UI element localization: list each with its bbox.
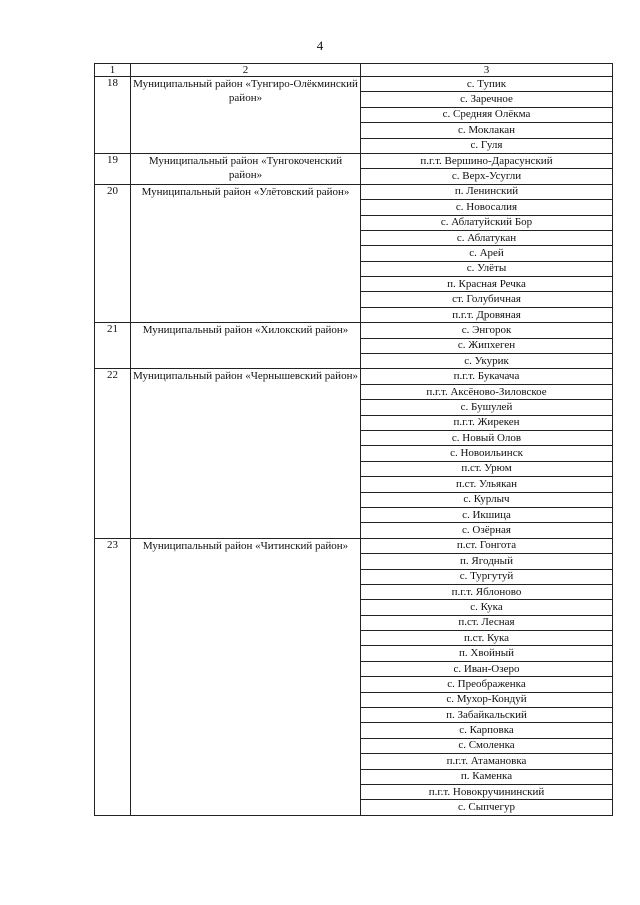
district-number: 21 (95, 323, 131, 369)
district-name: Муниципальный район «Тунгокоченский район» (131, 153, 361, 184)
district-name: Муниципальный район «Хилокский район» (131, 323, 361, 369)
settlement-name: с. Курлыч (361, 492, 613, 507)
settlement-name: с. Смоленка (361, 738, 613, 753)
settlement-name: п. Ленинский (361, 184, 613, 199)
settlement-name: п. Хвойный (361, 646, 613, 661)
settlement-name: с. Иван-Озеро (361, 661, 613, 676)
settlement-name: с. Энгорок (361, 323, 613, 338)
settlement-name: с. Жипхеген (361, 338, 613, 353)
settlement-name: п. Ягодный (361, 554, 613, 569)
table-row (95, 184, 613, 199)
settlement-name: с. Карповка (361, 723, 613, 738)
settlement-name: п.г.т. Аксёново-Зиловское (361, 384, 613, 399)
table-row (95, 153, 613, 168)
district-number: 18 (95, 77, 131, 154)
settlement-name: с. Верх-Усугли (361, 169, 613, 184)
settlement-name: ст. Голубичная (361, 292, 613, 307)
settlement-name: п.ст. Кука (361, 631, 613, 646)
settlement-name: п.г.т. Дровяная (361, 307, 613, 322)
settlement-name: с. Озёрная (361, 523, 613, 538)
table-row (95, 77, 613, 92)
page-number: 4 (316, 38, 324, 53)
settlement-name: п. Забайкальский (361, 708, 613, 723)
district-name: Муниципальный район «Тунгиро-Олёкминский район» (131, 77, 361, 154)
settlement-name: с. Гуля (361, 138, 613, 153)
settlement-name: п.г.т. Атамановка (361, 754, 613, 769)
settlement-name: п.г.т. Вершино-Дарасунский (361, 153, 613, 168)
settlement-name: с. Арей (361, 246, 613, 261)
settlement-name: с. Заречное (361, 92, 613, 107)
settlement-name: п.г.т. Жирекен (361, 415, 613, 430)
header-cell-3: 3 (361, 64, 613, 77)
settlement-name: п.ст. Лесная (361, 615, 613, 630)
table-row (95, 538, 613, 553)
settlement-name: п.ст. Ульякан (361, 477, 613, 492)
settlement-name: с. Аблатукан (361, 230, 613, 245)
district-number: 19 (95, 153, 131, 184)
header-cell-2: 2 (131, 64, 361, 77)
settlement-name: с. Новосалия (361, 200, 613, 215)
district-name: Муниципальный район «Читинский район» (131, 538, 361, 815)
district-name: Муниципальный район «Улётовский район» (131, 184, 361, 323)
district-number: 20 (95, 184, 131, 323)
settlement-name: п.г.т. Новокручининский (361, 784, 613, 799)
header-row (95, 64, 613, 77)
settlement-name: п. Красная Речка (361, 277, 613, 292)
settlement-name: с. Кука (361, 600, 613, 615)
settlement-name: с. Средняя Олёкма (361, 107, 613, 122)
district-number: 23 (95, 538, 131, 815)
settlement-name: с. Улёты (361, 261, 613, 276)
settlement-name: с. Сыпчегур (361, 800, 613, 815)
settlement-name: п.ст. Урюм (361, 461, 613, 476)
settlement-name: с. Мухор-Кондуй (361, 692, 613, 707)
settlement-name: с. Аблатуйский Бор (361, 215, 613, 230)
settlement-name: с. Тупик (361, 77, 613, 92)
settlement-name: с. Преображенка (361, 677, 613, 692)
settlement-name: п.ст. Гонгота (361, 538, 613, 553)
settlement-name: п. Каменка (361, 769, 613, 784)
header-cell-1: 1 (95, 64, 131, 77)
district-name: Муниципальный район «Чернышевский район» (131, 369, 361, 538)
settlement-name: с. Моклакан (361, 123, 613, 138)
settlement-name: с. Икшица (361, 507, 613, 522)
settlement-name: п.г.т. Яблоново (361, 584, 613, 599)
district-number: 22 (95, 369, 131, 538)
table-row (95, 323, 613, 338)
settlement-name: с. Бушулей (361, 400, 613, 415)
settlement-name: п.г.т. Букачача (361, 369, 613, 384)
table-row (95, 369, 613, 384)
settlement-name: с. Новый Олов (361, 430, 613, 445)
settlement-name: с. Укурик (361, 354, 613, 369)
settlement-name: с. Тургутуй (361, 569, 613, 584)
settlement-name: с. Новоильинск (361, 446, 613, 461)
settlements-table (94, 63, 613, 816)
